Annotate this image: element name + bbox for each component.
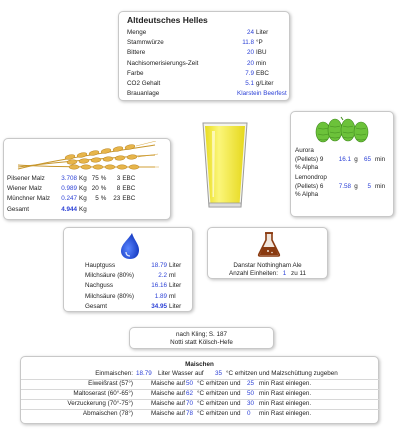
water-unit: ml (169, 292, 176, 300)
param-row (126, 79, 288, 89)
mash-step-minutes: 25 (247, 380, 255, 387)
malt-name: Wiener Malz (7, 185, 42, 193)
mash-step-row (21, 410, 380, 419)
mash-step-temp: 62 (186, 390, 194, 397)
water-value: 18.79 (151, 262, 167, 269)
mash-step-row (21, 390, 380, 400)
yeast-units (208, 270, 327, 277)
param-value: Klarstein Beerfest (237, 90, 287, 98)
hop-icon (313, 116, 373, 146)
water-total-label: Gesamt (85, 302, 108, 310)
mash-step-label: Maltoserast (60°-65°) (73, 390, 133, 397)
hop-item (295, 174, 393, 200)
water-drop-icon (118, 232, 142, 260)
param-label: Bittere (127, 49, 146, 57)
malt-row (6, 194, 136, 204)
param-unit: min (256, 59, 267, 67)
param-label: Nachisomerisierungs-Zeit (127, 59, 199, 67)
hop-name-line: (Pellets) 9 (295, 155, 324, 163)
param-label: Brauanlage (127, 90, 160, 98)
hop-unit: g (354, 155, 358, 163)
mash-step-temp: 78 (186, 410, 194, 417)
param-unit: °P (256, 39, 263, 47)
malt-ebc-unit: EBC (122, 195, 136, 203)
malt-row (6, 174, 136, 184)
malt-percent: 20 (91, 185, 99, 193)
mash-step-label: Abmaischen (78°) (82, 410, 133, 417)
hop-detail-row (295, 156, 393, 165)
malt-total-unit: Kg (79, 205, 87, 213)
recipe-title: Altdeutsches Helles (127, 15, 208, 25)
recipe-card (118, 11, 290, 101)
notes-line: Notti statt Kölsch-Hefe (170, 339, 233, 346)
yeast-card (207, 227, 328, 279)
hop-item (295, 147, 393, 173)
param-row (126, 69, 288, 79)
water-card (63, 227, 193, 312)
param-label: Stammwürze (127, 39, 164, 47)
hop-time: 5 (367, 182, 371, 190)
hop-name-line: % Alpha (295, 191, 319, 198)
malt-percent: 5 (95, 195, 99, 203)
malt-ebc: 3 (116, 175, 121, 182)
water-value: 2.2 (158, 272, 167, 280)
mash-step-text1: Maische auf (151, 390, 185, 397)
hops-card (290, 111, 394, 217)
water-label: Milchsäure (80%) (85, 292, 134, 300)
malt-amount: 0.247 (61, 195, 77, 203)
mash-step-temp: 50 (186, 380, 194, 387)
hop-detail-row (295, 183, 393, 192)
malt-total-row (6, 205, 136, 215)
param-label: Farbe (127, 69, 144, 77)
yeast-units-label: Anzahl Einheiten: (229, 270, 279, 277)
mash-step-text2: °C erhitzen und (197, 410, 241, 417)
malt-unit: Kg (79, 175, 87, 182)
mash-step-row (21, 380, 380, 390)
yeast-units-suffix: zu 11 (291, 270, 306, 277)
malt-table (6, 174, 136, 215)
mash-step-text2: °C erhitzen und (197, 380, 241, 387)
param-label: CO2 Gehalt (127, 80, 161, 88)
mash-step-text1: Maische auf (151, 380, 185, 387)
mash-step-minutes: 30 (247, 400, 255, 407)
hop-amount: 16.1 (338, 155, 351, 163)
mash-step-text3: min Rast einlegen. (259, 390, 312, 397)
yeast-name: Danstar Nothingham Ale (233, 262, 302, 269)
mash-step-text3: min Rast einlegen. (259, 410, 312, 417)
water-total-value: 34.95 (151, 302, 167, 310)
malt-total-value: 4.944 (61, 205, 77, 213)
mash-einmaischen-temp: 35 (215, 370, 223, 377)
malt-unit: Kg (79, 195, 87, 203)
param-value: 5.1 (245, 80, 254, 88)
mash-step-text2: °C erhitzen und (197, 400, 241, 407)
water-row (84, 271, 182, 281)
hop-amount: 7.58 (338, 182, 351, 190)
param-value: 11.8 (242, 39, 254, 47)
hop-time-unit: min (375, 182, 386, 190)
malt-name: Münchner Malz (7, 195, 51, 203)
malt-ebc: 23 (113, 195, 121, 203)
mash-step-minutes: 50 (247, 390, 255, 397)
hop-name-line: Lemondrop (295, 174, 327, 181)
malt-ebc-unit: EBC (122, 185, 136, 193)
malt-total-label: Gesamt (7, 205, 30, 213)
mash-step-text1: Maische auf (151, 410, 185, 417)
mash-einmaischen-liters: 18.79 (136, 370, 152, 377)
hop-time-unit: min (375, 155, 386, 163)
mash-step-text1: Maische auf (151, 400, 185, 407)
mash-einmaischen-text1: Liter Wasser auf (158, 370, 204, 377)
hop-name-line: % Alpha (295, 164, 319, 171)
recipe-params-table (126, 28, 288, 99)
param-value: 24 (246, 29, 254, 36)
water-value: 1.89 (154, 292, 167, 300)
notes-line: nach Kling; S. 187 (175, 331, 228, 338)
flask-icon (257, 231, 281, 257)
mash-step-text3: min Rast einlegen. (259, 380, 312, 387)
water-total-unit: Liter (169, 302, 182, 310)
hop-unit: g (354, 182, 358, 190)
water-value: 16.16 (151, 282, 167, 290)
beer-glass-icon (200, 119, 250, 211)
mash-step-temp: 70 (186, 400, 194, 407)
malt-amount: 0.989 (61, 185, 77, 193)
malt-row (6, 184, 136, 194)
malt-unit: Kg (79, 185, 87, 193)
param-row (126, 28, 288, 38)
malt-percent-sign: % (100, 185, 107, 193)
malt-ebc: 8 (116, 185, 121, 193)
water-table (84, 261, 182, 312)
param-value: 20 (246, 59, 254, 67)
notes-card (129, 327, 274, 349)
water-row (84, 281, 182, 291)
param-row (126, 38, 288, 48)
hop-name-line: Aurora (295, 147, 314, 154)
param-unit: Liter (256, 29, 269, 36)
param-unit: EBC (256, 69, 269, 77)
mash-step-label: Eiweißrast (57°) (88, 380, 133, 387)
param-row (126, 48, 288, 58)
malt-percent-sign: % (100, 175, 107, 182)
hop-name-line: (Pellets) 6 (295, 182, 324, 190)
mash-einmaischen-row (21, 370, 380, 380)
water-label: Hauptguss (85, 262, 116, 269)
param-value: 20 (246, 49, 254, 57)
water-label: Nachguss (85, 282, 114, 290)
mash-einmaischen-text2: °C erhitzen und Malzschüttung zugeben (226, 370, 338, 377)
param-row (126, 89, 288, 99)
water-total-row (84, 302, 182, 312)
param-unit: g/Liter (256, 80, 274, 88)
water-unit: Liter (169, 262, 182, 269)
water-label: Milchsäure (80%) (85, 272, 134, 280)
hop-time: 65 (363, 155, 371, 163)
water-row (84, 261, 182, 271)
param-row (126, 59, 288, 69)
malt-percent: 75 (91, 175, 99, 182)
mash-title: Maischen (185, 361, 214, 368)
grain-icon (10, 141, 160, 173)
param-value: 7.9 (245, 69, 254, 77)
mash-step-text3: min Rast einlegen. (259, 400, 312, 407)
mash-card (20, 356, 379, 424)
param-unit: IBU (256, 49, 267, 57)
yeast-units-value: 1 (282, 270, 287, 277)
water-row (84, 292, 182, 302)
mash-step-minutes: 0 (247, 410, 251, 417)
mash-step-row (21, 400, 380, 410)
water-unit: ml (169, 272, 176, 280)
malt-name: Pilsener Malz (7, 175, 45, 182)
malt-card (3, 138, 171, 220)
mash-einmaischen-label: Einmaischen: (95, 370, 133, 377)
water-unit: Liter (169, 282, 182, 290)
malt-ebc-unit: EBC (122, 175, 136, 182)
param-label: Menge (127, 29, 147, 36)
malt-amount: 3.708 (61, 175, 77, 182)
mash-step-label: Verzuckerung (70°-75°) (67, 400, 133, 407)
mash-step-text2: °C erhitzen und (197, 390, 241, 397)
malt-percent-sign: % (100, 195, 107, 203)
